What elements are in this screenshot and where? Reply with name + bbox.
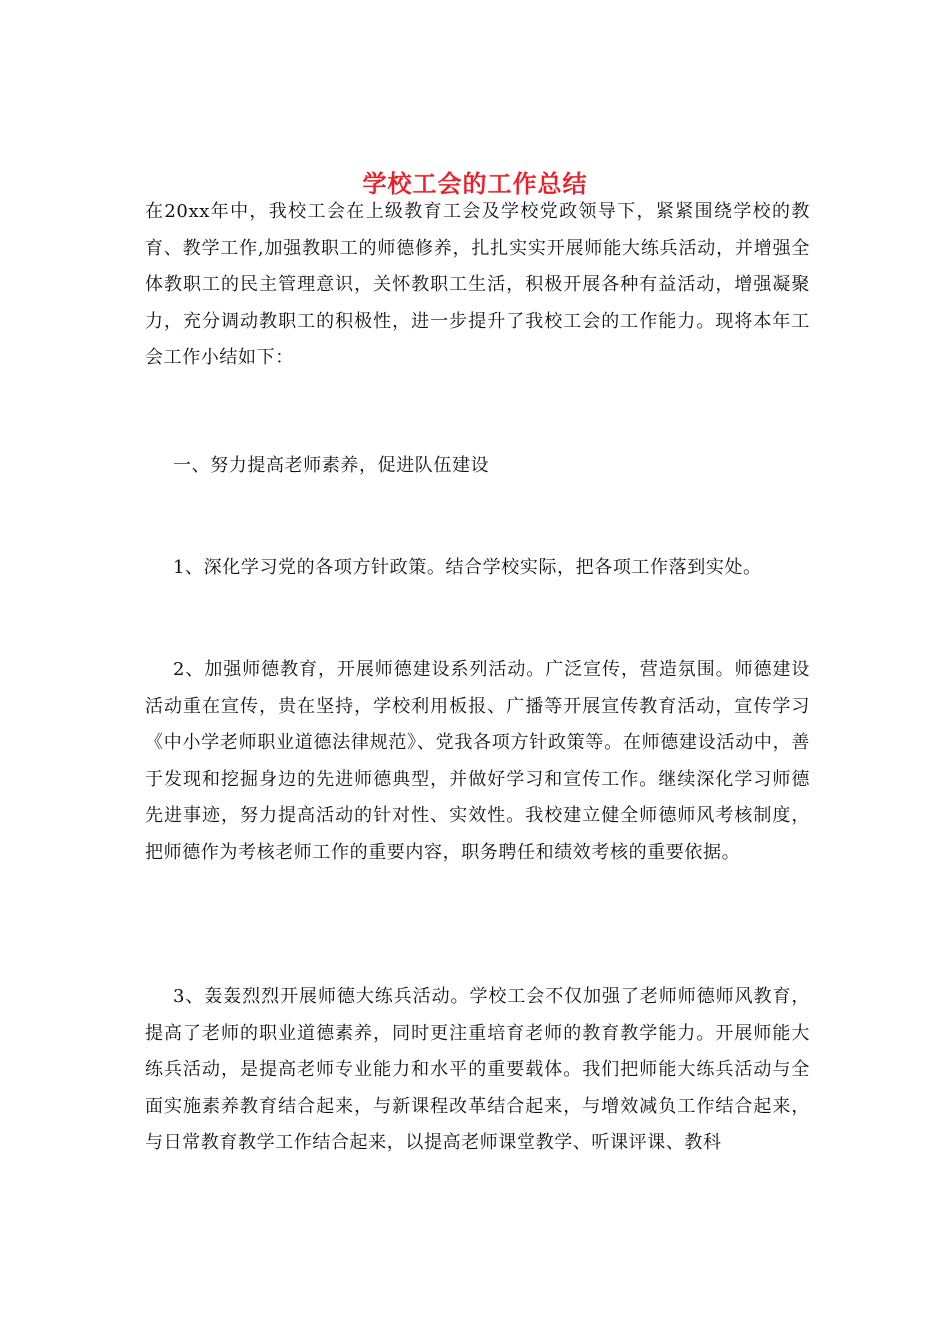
list-item-1-paragraph: 1、深化学习党的各项方针政策。结合学校实际，把各项工作落到实处。: [173, 557, 762, 578]
intro-paragraph: 在20xx年中，我校工会在上级教育工会及学校党政领导下，紧紧围绕学校的教育、教学工作,加强教职工的师德修养，扎扎实实开展师能大练兵活动，并增强全体教职工的民主管理意识，关怀教职工生活，积极开展各种有益活动，增强凝聚力，充分调动教职工的积极性，进一步提升了我校工会的工作能力。现将本年工会工作小结如下：: [145, 201, 810, 368]
section-heading-1: 一、努力提高老师素养，促进队伍建设: [173, 455, 490, 476]
list-item-3-paragraph: 3、轰轰烈烈开展师德大练兵活动。学校工会不仅加强了老师师德师风教育，提高了老师的职业道德素养，同时更注重培育老师的教育教学能力。开展师能大练兵活动，是提高老师专业能力和水平的重要载体。我们把师能大练兵活动与全面实施素养教育结合起来，与新课程改革结合起来，与增效减负工作结合起来，与日常教育教学工作结合起来，以提高老师课堂教学、听课评课、教科: [145, 986, 810, 1153]
list-item-2-paragraph: 2、加强师德教育，开展师德建设系列活动。广泛宣传，营造氛围。师德建设活动重在宣传，贵在坚持，学校利用板报、广播等开展宣传教育活动，宣传学习《中小学老师职业道德法律规范》、党我各项方针政策等。在师德建设活动中，善于发现和挖掘身边的先进师德典型，并做好学习和宣传工作。继续深化学习师德先进事迹，努力提高活动的针对性、实效性。我校建立健全师德师风考核制度，把师德作为考核老师工作的重要内容，职务聘任和绩效考核的重要依据。: [145, 659, 810, 863]
document-title: 学校工会的工作总结: [362, 169, 588, 199]
